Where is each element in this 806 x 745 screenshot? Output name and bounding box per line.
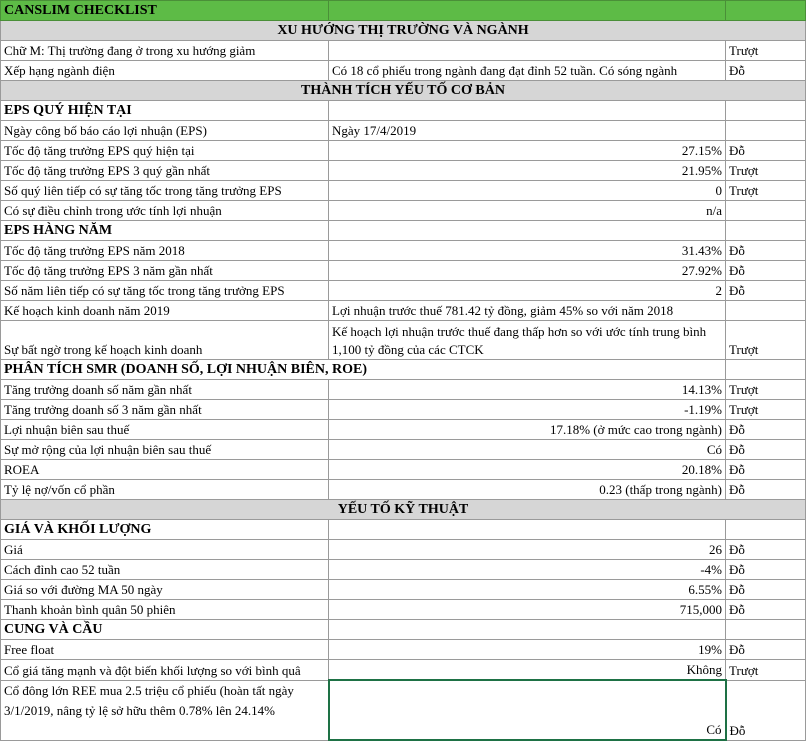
empty-cell[interactable]	[329, 520, 726, 540]
table-row	[1, 161, 806, 181]
row-status[interactable]: Trượt	[726, 181, 806, 201]
row-value[interactable]: -4%	[329, 560, 726, 580]
section-header-row	[1, 81, 806, 101]
subsection-row	[1, 221, 806, 241]
row-label[interactable]: Lợi nhuận biên sau thuế	[1, 420, 329, 440]
table-row	[1, 301, 806, 321]
row-label[interactable]: Tốc độ tăng trưởng EPS 3 năm gần nhất	[1, 261, 329, 281]
row-value[interactable]: 19%	[329, 640, 726, 660]
empty-cell[interactable]	[329, 620, 726, 640]
row-label[interactable]: Số năm liên tiếp có sự tăng tốc trong tăng trưởng EPS	[1, 281, 329, 301]
section-market[interactable]: XU HƯỚNG THỊ TRƯỜNG VÀ NGÀNH	[1, 21, 806, 41]
row-label[interactable]: Cổ đông lớn REE mua 2.5 triệu cổ phiếu (hoàn tất ngày 3/1/2019, nâng tỷ lệ sở hữu thêm 0.78% lên 24.14%	[1, 680, 329, 740]
row-label[interactable]: Có sự điều chỉnh trong ước tính lợi nhuận	[1, 201, 329, 221]
row-value[interactable]: -1.19%	[329, 400, 726, 420]
row-label[interactable]: Tốc độ tăng trưởng EPS 3 quý gần nhất	[1, 161, 329, 181]
row-status[interactable]: Trượt	[726, 400, 806, 420]
subsection-supply-demand[interactable]: CUNG VÀ CẦU	[1, 620, 329, 640]
empty-cell[interactable]	[726, 360, 806, 380]
empty-cell[interactable]	[726, 520, 806, 540]
row-status[interactable]: Đỗ	[726, 420, 806, 440]
row-label[interactable]: Cách đỉnh cao 52 tuần	[1, 560, 329, 580]
table-row	[1, 440, 806, 460]
table-row	[1, 540, 806, 560]
table-row	[1, 61, 806, 81]
row-value[interactable]: Không	[329, 660, 726, 681]
row-value[interactable]: Ngày 17/4/2019	[329, 121, 726, 141]
table-row	[1, 560, 806, 580]
title-empty-cell[interactable]	[329, 1, 726, 21]
section-technical[interactable]: YẾU TỐ KỸ THUẬT	[1, 500, 806, 520]
title-empty-cell[interactable]	[726, 1, 806, 21]
subsection-row	[1, 101, 806, 121]
table-row	[1, 281, 806, 301]
row-value[interactable]: Kế hoạch lợi nhuận trước thuế đang thấp hơn so với ước tính trung bình 1,100 tỷ đồng của các CTCK	[329, 321, 726, 360]
row-status[interactable]	[726, 201, 806, 221]
table-row	[1, 41, 806, 61]
row-label[interactable]: Free float	[1, 640, 329, 660]
table-row	[1, 241, 806, 261]
row-status[interactable]: Đỗ	[726, 460, 806, 480]
row-status[interactable]: Trượt	[726, 161, 806, 181]
table-row	[1, 640, 806, 660]
row-status[interactable]: Trượt	[726, 321, 806, 360]
row-value[interactable]: 0.23 (thấp trong ngành)	[329, 480, 726, 500]
row-label[interactable]: Cổ giá tăng mạnh và đột biến khối lượng so với bình quâ	[1, 660, 329, 681]
subsection-smr[interactable]: PHÂN TÍCH SMR (DOANH SỐ, LỢI NHUẬN BIÊN, ROE)	[1, 360, 726, 380]
empty-cell[interactable]	[726, 620, 806, 640]
row-value[interactable]: 27.15%	[329, 141, 726, 161]
row-label[interactable]: Thanh khoản bình quân 50 phiên	[1, 600, 329, 620]
row-status[interactable]: Đỗ	[726, 281, 806, 301]
row-status[interactable]: Đỗ	[726, 560, 806, 580]
row-label[interactable]: ROEA	[1, 460, 329, 480]
subsection-eps-quarter[interactable]: EPS QUÝ HIỆN TẠI	[1, 101, 329, 121]
subsection-row	[1, 360, 806, 380]
subsection-eps-annual[interactable]: EPS HÀNG NĂM	[1, 221, 329, 241]
table-row	[1, 680, 806, 740]
table-row	[1, 420, 806, 440]
row-status[interactable]: Đỗ	[726, 480, 806, 500]
row-status[interactable]: Đỗ	[726, 440, 806, 460]
row-value[interactable]: 14.13%	[329, 380, 726, 400]
table-row	[1, 380, 806, 400]
row-value[interactable]: Có	[329, 440, 726, 460]
table-row	[1, 400, 806, 420]
table-row	[1, 480, 806, 500]
table-row	[1, 460, 806, 480]
row-value[interactable]: 715,000	[329, 600, 726, 620]
row-label[interactable]: Chữ M: Thị trường đang ở trong xu hướng giảm	[1, 41, 329, 61]
row-value[interactable]: Có 18 cổ phiếu trong ngành đang đạt đỉnh 52 tuần. Có sóng ngành	[329, 61, 726, 81]
row-value[interactable]: 20.18%	[329, 460, 726, 480]
row-label[interactable]: Xếp hạng ngành điện	[1, 61, 329, 81]
row-value[interactable]: 31.43%	[329, 241, 726, 261]
table-row	[1, 201, 806, 221]
empty-cell[interactable]	[726, 101, 806, 121]
row-status[interactable]: Đỗ	[726, 540, 806, 560]
row-status[interactable]: Đỗ	[726, 580, 806, 600]
row-label[interactable]: Tăng trưởng doanh số 3 năm gần nhất	[1, 400, 329, 420]
row-status[interactable]: Đỗ	[726, 241, 806, 261]
row-label[interactable]: Giá	[1, 540, 329, 560]
table-row	[1, 580, 806, 600]
row-value[interactable]: 26	[329, 540, 726, 560]
row-value[interactable]: Lợi nhuận trước thuế 781.42 tỷ đồng, giảm 45% so với năm 2018	[329, 301, 726, 321]
subsection-price-volume[interactable]: GIÁ VÀ KHỐI LƯỢNG	[1, 520, 329, 540]
section-fundamentals[interactable]: THÀNH TÍCH YẾU TỐ CƠ BẢN	[1, 81, 806, 101]
row-label[interactable]: Kế hoạch kinh doanh năm 2019	[1, 301, 329, 321]
row-status[interactable]	[726, 121, 806, 141]
row-value[interactable]	[329, 41, 726, 61]
table-row	[1, 600, 806, 620]
row-status[interactable]: Đỗ	[726, 141, 806, 161]
row-status[interactable]: Đỗ	[726, 61, 806, 81]
row-value[interactable]: 0	[329, 181, 726, 201]
row-status[interactable]: Trượt	[726, 41, 806, 61]
empty-cell[interactable]	[329, 221, 726, 241]
row-value[interactable]: 17.18% (ở mức cao trong ngành)	[329, 420, 726, 440]
table-row	[1, 660, 806, 681]
table-row	[1, 261, 806, 281]
title-row	[1, 1, 806, 21]
row-label[interactable]: Số quý liên tiếp có sự tăng tốc trong tăng trưởng EPS	[1, 181, 329, 201]
sheet-title[interactable]: CANSLIM CHECKLIST	[1, 1, 329, 21]
row-label[interactable]: Tốc độ tăng trưởng EPS quý hiện tại	[1, 141, 329, 161]
row-status[interactable]: Đỗ	[726, 640, 806, 660]
row-value[interactable]: 2	[329, 281, 726, 301]
section-header-row	[1, 21, 806, 41]
table-row	[1, 321, 806, 360]
row-status[interactable]: Đỗ	[726, 261, 806, 281]
empty-cell[interactable]	[726, 221, 806, 241]
section-header-row	[1, 500, 806, 520]
table-row	[1, 181, 806, 201]
table-row	[1, 121, 806, 141]
subsection-row	[1, 620, 806, 640]
row-label[interactable]: Sự bất ngờ trong kế hoạch kinh doanh	[1, 321, 329, 360]
row-label[interactable]: Tăng trưởng doanh số năm gần nhất	[1, 380, 329, 400]
subsection-row	[1, 520, 806, 540]
row-label[interactable]: Tỷ lệ nợ/vốn cổ phần	[1, 480, 329, 500]
row-label[interactable]: Sự mở rộng của lợi nhuận biên sau thuế	[1, 440, 329, 460]
row-label[interactable]: Giá so với đường MA 50 ngày	[1, 580, 329, 600]
row-status[interactable]: Trượt	[726, 380, 806, 400]
row-label[interactable]: Ngày công bố báo cáo lợi nhuận (EPS)	[1, 121, 329, 141]
row-value[interactable]: 6.55%	[329, 580, 726, 600]
row-value[interactable]: 27.92%	[329, 261, 726, 281]
row-value[interactable]: 21.95%	[329, 161, 726, 181]
empty-cell[interactable]	[329, 101, 726, 121]
row-label[interactable]: Tốc độ tăng trưởng EPS năm 2018	[1, 241, 329, 261]
row-value-selected-cell[interactable]: Có	[329, 680, 726, 740]
table-row	[1, 141, 806, 161]
row-status[interactable]: Đỗ	[726, 600, 806, 620]
row-status[interactable]	[726, 301, 806, 321]
row-value[interactable]: n/a	[329, 201, 726, 221]
row-status[interactable]: Trượt	[726, 660, 806, 681]
row-status[interactable]: Đỗ	[726, 680, 806, 740]
